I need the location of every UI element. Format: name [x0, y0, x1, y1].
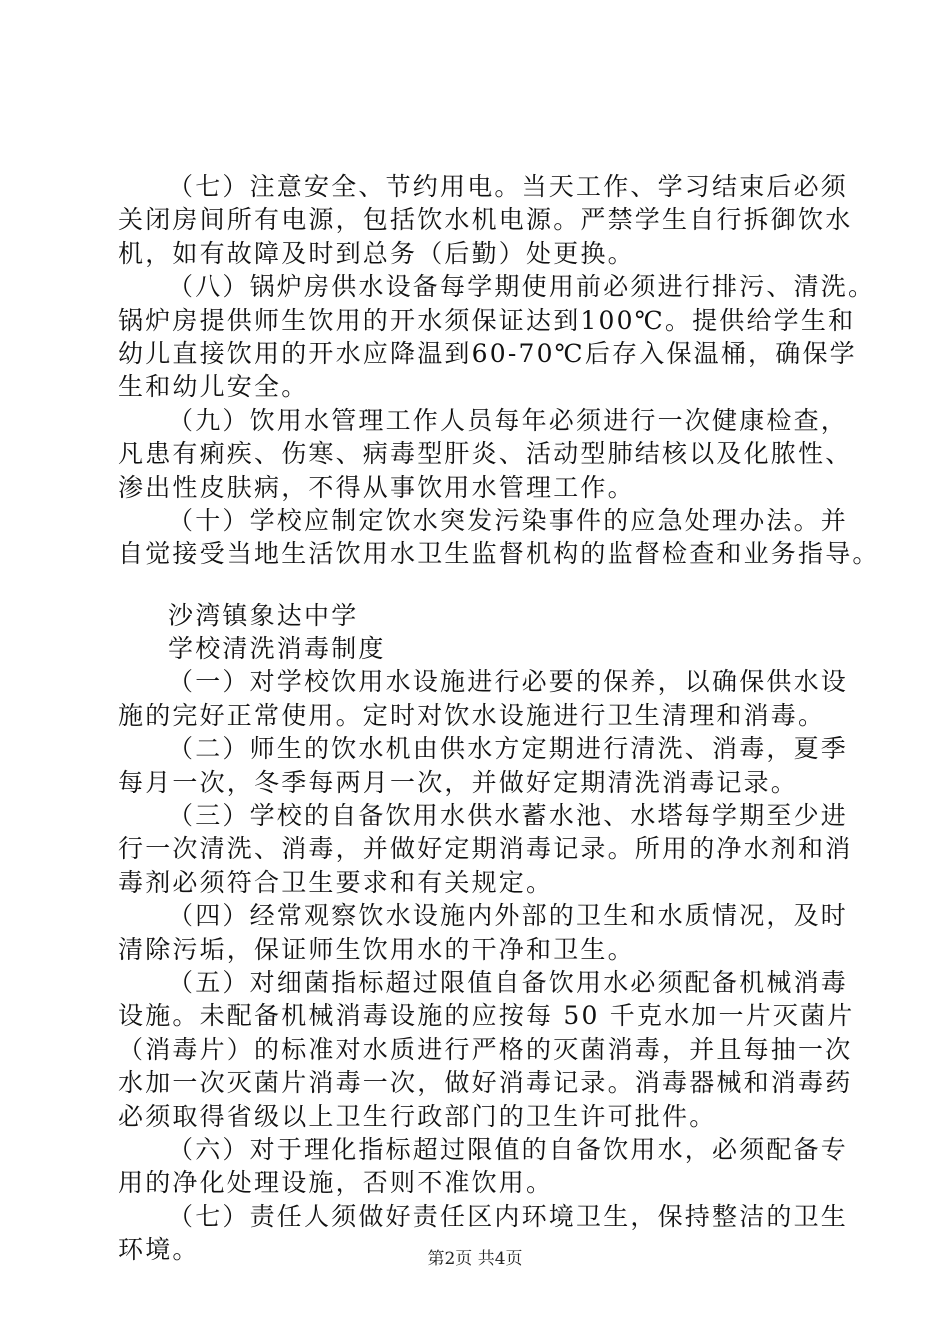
paragraph-line: （消毒片）的标准对水质进行严格的灭菌消毒，并且每抽一次: [118, 1034, 853, 1064]
paragraph-line: 用的净化处理设施，否则不准饮用。: [118, 1168, 554, 1198]
paragraph-line: 机，如有故障及时到总务（后勤）处更换。: [118, 238, 635, 268]
paragraph-line: 自觉接受当地生活饮用水卫生监督机构的监督检查和业务指导。: [118, 539, 880, 569]
paragraph-line: 施的完好正常使用。定时对饮水设施进行卫生清理和消毒。: [118, 700, 826, 730]
paragraph: [118, 899, 849, 966]
paragraph: [118, 504, 880, 571]
paragraph-line: 必须取得省级以上卫生行政部门的卫生许可批件。: [118, 1101, 717, 1131]
paragraph: [118, 966, 855, 1133]
paragraph-line: 水加一次灭菌片消毒一次，做好消毒记录。消毒器械和消毒药: [118, 1068, 853, 1098]
paragraph-line: 幼儿直接饮用的开水应降温到60-70℃后存入保温桶，确保学: [118, 338, 857, 368]
section-gap: [118, 571, 838, 599]
paragraph: [118, 270, 876, 404]
paragraph-line: 每月一次，冬季每两月一次，并做好定期清洗消毒记录。: [118, 767, 799, 797]
paragraph-line: 关闭房间所有电源，包括饮水机电源。严禁学生自行拆御饮水: [118, 205, 853, 235]
paragraph: [118, 404, 853, 504]
paragraph-line: 环境。: [118, 1235, 200, 1265]
paragraph-line: 锅炉房提供师生饮用的开水须保证达到100℃。提供给学生和: [118, 305, 856, 335]
regulation-section-water-use: [118, 170, 880, 571]
paragraph-line: （十）学校应制定饮水突发污染事件的应急处理办法。并: [168, 505, 849, 535]
paragraph-line: 凡患有痢疾、伤寒、病毒型肝炎、活动型肺结核以及化脓性、: [118, 439, 853, 469]
paragraph-line: （五）对细菌指标超过限值自备饮用水必须配备机械消毒: [168, 967, 849, 997]
paragraph: [118, 665, 849, 732]
section-title: 学校清洗消毒制度: [168, 634, 386, 664]
paragraph-line: 渗出性皮肤病，不得从事饮用水管理工作。: [118, 472, 635, 502]
paragraph-line: 生和幼儿安全。: [118, 372, 309, 402]
regulation-section-cleaning: [118, 665, 855, 1266]
paragraph-line: （三）学校的自备饮用水供水蓄水池、水塔每学期至少进: [168, 801, 849, 831]
paragraph-line: （二）师生的饮水机由供水方定期进行清洗、消毒，夏季: [168, 734, 849, 764]
paragraph-line: （八）锅炉房供水设备每学期使用前必须进行排污、清洗。: [168, 272, 876, 302]
paragraph-line: （七）责任人须做好责任区内环境卫生，保持整洁的卫生: [168, 1201, 849, 1231]
paragraph: [118, 732, 849, 799]
paragraph: [118, 799, 853, 899]
paragraph: [118, 170, 853, 270]
paragraph-line: （四）经常观察饮水设施内外部的卫生和水质情况，及时: [168, 901, 849, 931]
document-body: [118, 170, 880, 1267]
paragraph-line: 设施。未配备机械消毒设施的应按每 50 千克水加一片灭菌片: [118, 1001, 855, 1031]
paragraph: [118, 1133, 849, 1200]
paragraph-line: （九）饮用水管理工作人员每年必须进行一次健康检查，: [168, 405, 849, 435]
paragraph-line: 行一次清洗、消毒，并做好定期消毒记录。所用的净水剂和消: [118, 834, 853, 864]
paragraph-line: （一）对学校饮用水设施进行必要的保养，以确保供水设: [168, 667, 849, 697]
paragraph-line: （六）对于理化指标超过限值的自备饮用水，必须配备专: [168, 1134, 849, 1164]
paragraph-line: 清除污垢，保证师生饮用水的干净和卫生。: [118, 934, 635, 964]
page-footer: 第2页 共4页: [427, 1249, 523, 1269]
school-name: 沙湾镇象达中学: [168, 600, 359, 630]
paragraph-line: （七）注意安全、节约用电。当天工作、学习结束后必须: [168, 172, 849, 201]
paragraph-line: 毒剂必须符合卫生要求和有关规定。: [118, 867, 554, 897]
